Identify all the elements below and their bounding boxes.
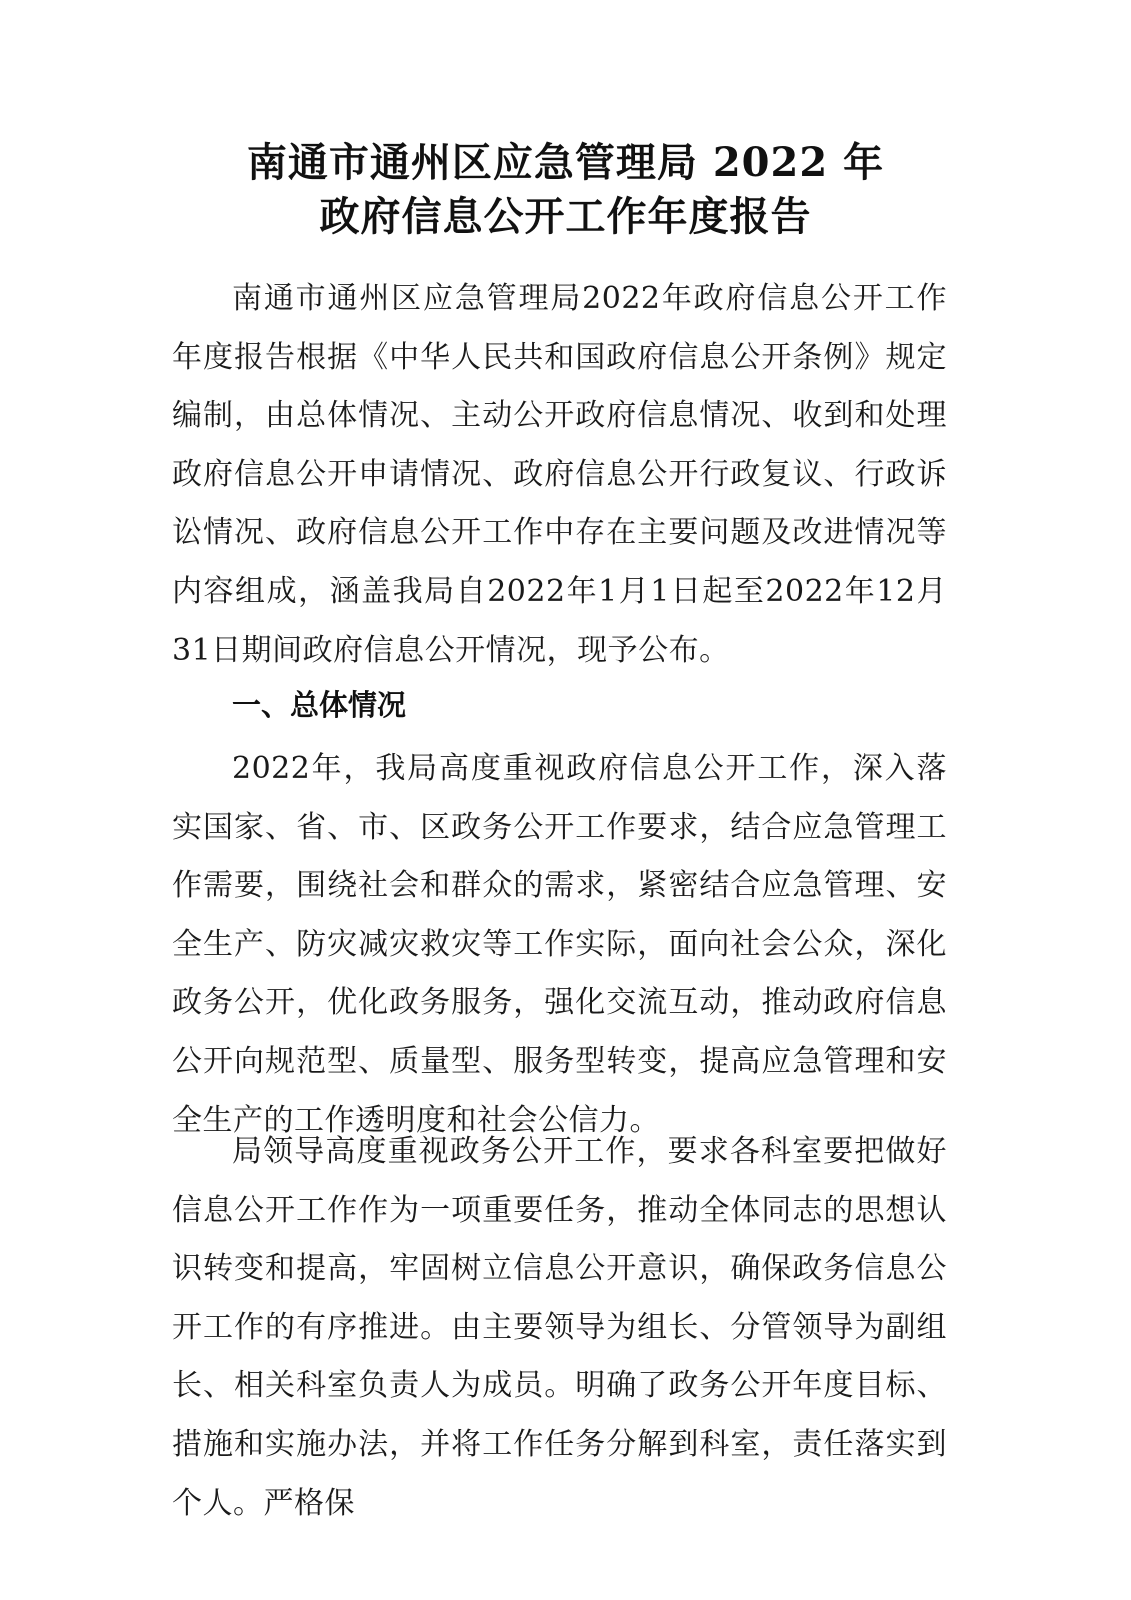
- document-title-line2: 政府信息公开工作年度报告: [319, 193, 812, 240]
- section1-paragraph-2: 局领导高度重视政务公开工作，要求各科室要把做好信息公开工作作为一项重要任务，推动全体同志的思想认识转变和提高，牢固树立信息公开意识，确保政务信息公开工作的有序推进。由主要领导为组长、分管领导为副组长、相关科室负责人为成员。明确了政务公开年度目标、措施和实施办法，并将工作任务分解到科室，责任落实到个人。严格保: [172, 1134, 947, 1521]
- section-heading-overall: 一、总体情况: [232, 688, 407, 722]
- section1-paragraph-1: 2022年，我局高度重视政府信息公开工作，深入落实国家、省、市、区政务公开工作要求，结合应急管理工作需要，围绕社会和群众的需求，紧密结合应急管理、安全生产、防灾减灾救灾等工作实际，面向社会公众，深化政务公开，优化政务服务，强化交流互动，推动政府信息公开向规范型、质量型、服务型转变，提高应急管理和安全生产的工作透明度和社会公信力。: [172, 751, 947, 1138]
- document-title-line1: 南通市通州区应急管理局 2022 年: [246, 139, 885, 186]
- intro-paragraph: 南通市通州区应急管理局2022年政府信息公开工作年度报告根据《中华人民共和国政府信息公开条例》规定编制，由总体情况、主动公开政府信息情况、收到和处理政府信息公开申请情况、政府信息公开行政复议、行政诉讼情况、政府信息公开工作中存在主要问题及改进情况等内容组成，涵盖我局自2022年1月1日起至2022年12月31日期间政府信息公开情况，现予公布。: [172, 281, 947, 668]
